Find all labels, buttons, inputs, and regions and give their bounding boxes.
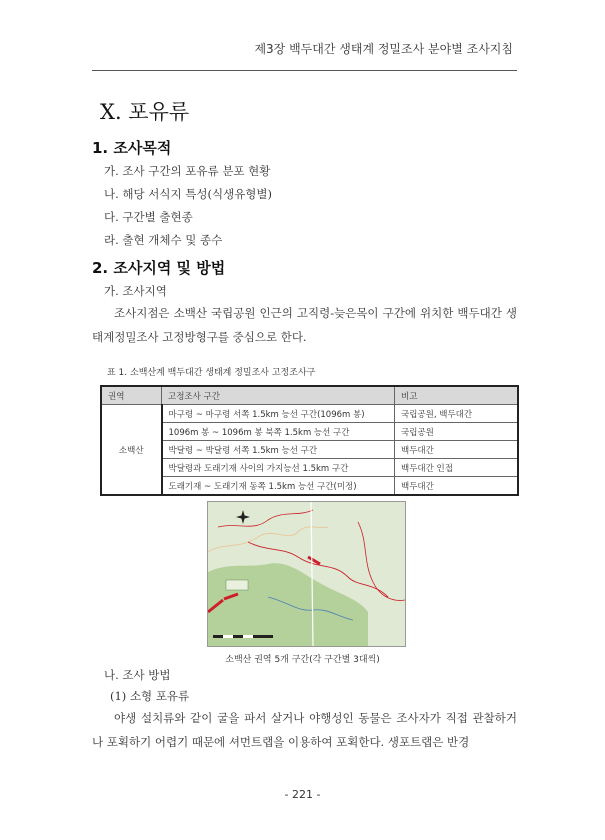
chapter-title: Ⅹ. 포유류 [100, 100, 190, 124]
table-cell-section: 마구령 ~ 마구령 서쪽 1.5km 능선 구간(1096m 봉) [162, 405, 395, 423]
purpose-item-da: 다. 구간별 출현종 [104, 210, 193, 224]
map-scale-bar-segment [223, 635, 233, 638]
table-caption: 표 1. 소백산계 백두대간 생태계 정밀조사 고정조사구 [107, 368, 316, 378]
table-cell-note: 국립공원, 백두대간 [395, 405, 519, 423]
survey-area-paragraph: 조사지점은 소백산 국립공원 인근의 고직령-늦은목이 구간에 위치한 백두대간 생태계정밀조사 고정방형구를 중심으로 한다. [92, 306, 517, 344]
table-cell-section: 박달령 ~ 박달령 서쪽 1.5km 능선 구간 [162, 441, 395, 459]
figure-caption: 소백산 권역 5개 구간(각 구간별 3대씩) [225, 655, 380, 665]
section-2-title: 2. 조사지역 및 방법 [92, 259, 226, 277]
subsection-survey-method: 나. 조사 방법 [104, 668, 171, 682]
table-cell-section: 박달령과 도래기재 사이의 가지능선 1.5km 구간 [162, 459, 395, 477]
table-header-region: 권역 [101, 386, 162, 405]
method-paragraph: 야생 설치류와 같이 굴을 파서 살거나 야행성인 동물은 조사자가 직접 관찰하거나 포획하기 어렵기 때문에 셔먼트랩을 이용하여 포획한다. 생포트랩은 반경 [92, 711, 517, 749]
table-row [101, 477, 518, 496]
table-cell-note: 백두대간 [395, 477, 519, 496]
survey-area-map [207, 501, 406, 647]
purpose-item-ra: 라. 출현 개체수 및 종수 [104, 233, 223, 247]
purpose-item-ga: 가. 조사 구간의 포유류 분포 현황 [104, 164, 271, 178]
subsection-survey-area: 가. 조사지역 [104, 284, 167, 298]
map-graphic [208, 502, 405, 646]
purpose-item-na: 나. 해당 서식지 특성(식생유형별) [104, 187, 273, 201]
section-1-title: 1. 조사목적 [92, 139, 172, 157]
table-header-section: 고정조사 구간 [162, 386, 395, 405]
table-cell-section: 1096m 봉 ~ 1096m 봉 북쪽 1.5km 능선 구간 [162, 423, 395, 441]
table-header-note: 비고 [395, 386, 519, 405]
table-header-row [101, 386, 518, 405]
table-row [101, 459, 518, 477]
fixed-plot-table [100, 385, 519, 496]
table-row [101, 441, 518, 459]
table-cell-note: 백두대간 [395, 441, 519, 459]
table-cell-region: 소백산 [101, 405, 162, 496]
table-row [101, 423, 518, 441]
page-number: - 221 - [284, 788, 321, 801]
subsection-small-mammals: (1) 소형 포유류 [110, 689, 190, 703]
table-cell-note: 국립공원 [395, 423, 519, 441]
page-header-title: 제3장 백두대간 생태계 정밀조사 분야별 조사지침 [254, 42, 513, 56]
header-divider [92, 70, 517, 71]
table-cell-section: 도래기재 ~ 도래기재 동쪽 1.5km 능선 구간(미정) [162, 477, 395, 496]
map-park-label-box [226, 580, 248, 590]
map-scale-bar-segment [243, 635, 253, 638]
table-row [101, 405, 518, 423]
table-cell-note: 백두대간 인접 [395, 459, 519, 477]
